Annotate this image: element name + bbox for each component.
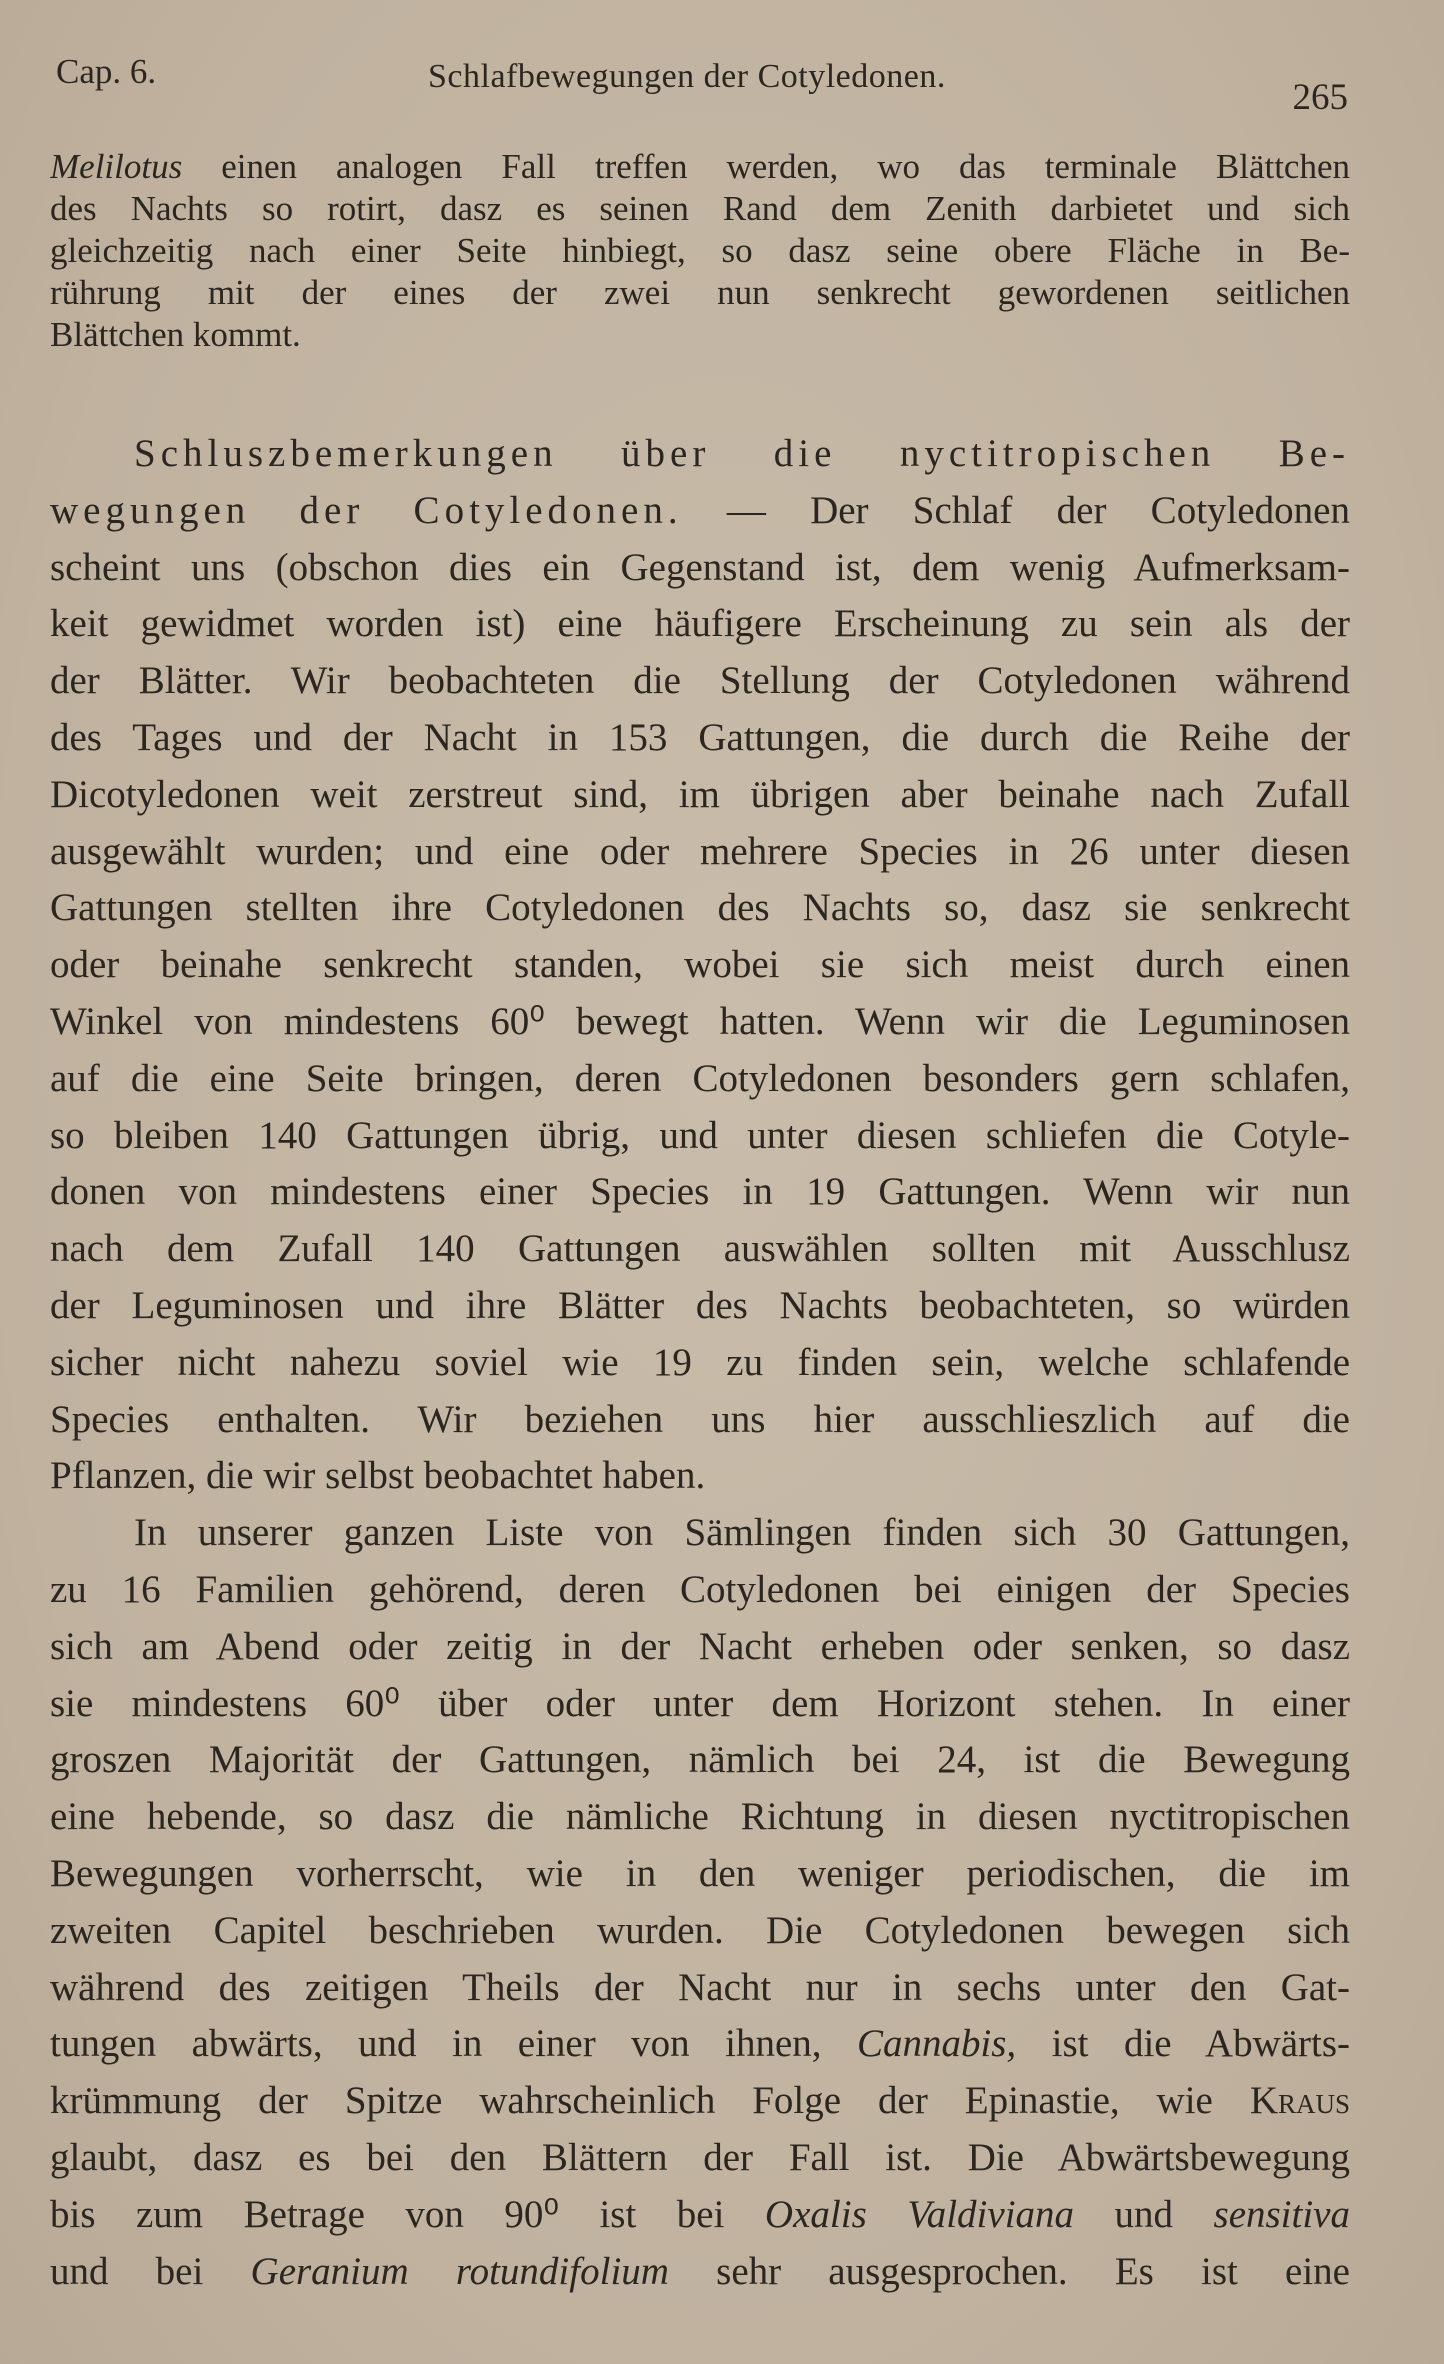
text-line: der Leguminosen und ihre Blätter des Nachts beobachteten, so würden — [50, 1283, 1350, 1327]
section-heading-line: Schluszbemerkungen über die nyctitropischen Be- — [134, 432, 1350, 475]
text-line: auf die eine Seite bringen, deren Cotyledonen besonders gern schlafen, — [50, 1056, 1350, 1100]
text-line: der Blätter. Wir beobachteten die Stellung der Cotyledonen während — [50, 659, 1350, 703]
text-line: Gattungen stellten ihre Cotyledonen des Nachts so, dasz sie senkrecht — [50, 886, 1350, 930]
text-line: Pflanzen, die wir selbst beobachtet haben. — [50, 1454, 706, 1498]
page-header — [56, 48, 1348, 118]
text-line — [50, 2187, 1350, 2244]
text-line: scheint uns (obschon dies ein Gegenstand ist, dem wenig Aufmerksam- — [50, 545, 1350, 589]
text-run: — Der Schlaf der Cotyledonen — [682, 488, 1350, 532]
chapter-label: Cap. 6. — [56, 52, 157, 91]
italic-term: Oxalis Valdiviana — [764, 2192, 1075, 2236]
text-run: ist die Abwärts- — [1016, 2022, 1350, 2066]
text-line — [50, 2244, 1350, 2301]
text-run: sehr ausgesprochen. Es ist eine — [668, 2249, 1350, 2293]
text-line: ausgewählt wurden; und eine oder mehrere Species in 26 unter diesen — [50, 829, 1350, 873]
text-line: donen von mindestens einer Species in 19 Gattungen. Wenn wir nun — [50, 1170, 1350, 1214]
text-run: und bei — [50, 2249, 251, 2293]
text-line — [50, 483, 1350, 540]
text-line: sicher nicht nahezu soviel wie 19 zu finden sein, welche schlafende — [50, 1340, 1350, 1384]
text-line: eine hebende, so dasz die nämliche Richtung in diesen nyctitropischen — [50, 1795, 1350, 1839]
page-number: 265 — [1292, 77, 1348, 118]
text-line: zweiten Capitel beschrieben wurden. Die Cotyledonen bewegen sich — [50, 1908, 1350, 1952]
text-line: Blättchen kommt. — [50, 315, 301, 354]
text-line: sie mindestens 60⁰ über oder unter dem Horizont stehen. In einer — [50, 1681, 1350, 1725]
text-line: des Nachts so rotirt, dasz es seinen Rand dem Zenith darbietet und sich — [50, 189, 1350, 228]
section-concluding-remarks — [50, 426, 1350, 2300]
text-line: Bewegungen vorherrscht, wie in den weniger periodischen, die im — [50, 1851, 1350, 1895]
text-line: groszen Majorität der Gattungen, nämlich bei 24, ist die Bewegung — [50, 1738, 1350, 1782]
text-line: Dicotyledonen weit zerstreut sind, im übrigen aber beinahe nach Zufall — [50, 772, 1350, 816]
italic-term: Geranium rotundifolium — [250, 2249, 669, 2293]
text-run: bis zum Betrage von 90⁰ ist bei — [50, 2192, 765, 2236]
text-line: In unserer ganzen Liste von Sämlingen finden sich 30 Gattungen, — [134, 1511, 1350, 1555]
section-heading-continued: wegungen der Cotyledonen. — [50, 488, 683, 532]
text-line: sich am Abend oder zeitig in der Nacht erheben oder senken, so dasz — [50, 1624, 1350, 1668]
text-line: so bleiben 140 Gattungen übrig, und unter diesen schliefen die Cotyle- — [50, 1113, 1350, 1157]
text-line: rührung mit der eines der zwei nun senkrecht gewordenen seitlichen — [50, 273, 1350, 312]
text-line — [50, 2073, 1350, 2130]
text-line — [50, 146, 1350, 188]
text-run: und — [1074, 2192, 1214, 2236]
text-line: Species enthalten. Wir beziehen uns hier ausschlieszlich auf die — [50, 1397, 1350, 1441]
text-line: Winkel von mindestens 60⁰ bewegt hatten. Wenn wir die Leguminosen — [50, 999, 1350, 1043]
text-line: oder beinahe senkrecht standen, wobei sie sich meist durch einen — [50, 943, 1350, 987]
text-run: tungen abwärts, und in einer von ihnen, — [50, 2022, 857, 2066]
text-run: einen analogen Fall treffen werden, wo das terminale Blättchen — [182, 147, 1350, 186]
paragraph-melilotus — [50, 146, 1350, 356]
text-line: gleichzeitig nach einer Seite hinbiegt, so dasz seine obere Fläche in Be- — [50, 231, 1350, 270]
italic-term: Cannabis, — [856, 2022, 1017, 2066]
author-name: Kraus — [1249, 2079, 1350, 2123]
text-run: krümmung der Spitze wahrscheinlich Folge der Epinastie, wie — [50, 2079, 1250, 2123]
text-line: während des zeitigen Theils der Nacht nur in sechs unter den Gat- — [50, 1965, 1350, 2009]
running-title: Schlafbewegungen der Cotyledonen. — [428, 58, 946, 95]
text-line — [50, 2016, 1350, 2073]
text-line: des Tages und der Nacht in 153 Gattungen, die durch die Reihe der — [50, 715, 1350, 759]
text-line: glaubt, dasz es bei den Blättern der Fall ist. Die Abwärtsbewegung — [50, 2135, 1350, 2179]
italic-term: Melilotus — [50, 147, 183, 186]
text-line: keit gewidmet worden ist) eine häufigere Erscheinung zu sein als der — [50, 602, 1350, 646]
text-line: zu 16 Familien gehörend, deren Cotyledonen bei einigen der Species — [50, 1567, 1350, 1611]
text-line: nach dem Zufall 140 Gattungen auswählen sollten mit Ausschlusz — [50, 1227, 1350, 1271]
italic-term: sensitiva — [1213, 2192, 1350, 2236]
